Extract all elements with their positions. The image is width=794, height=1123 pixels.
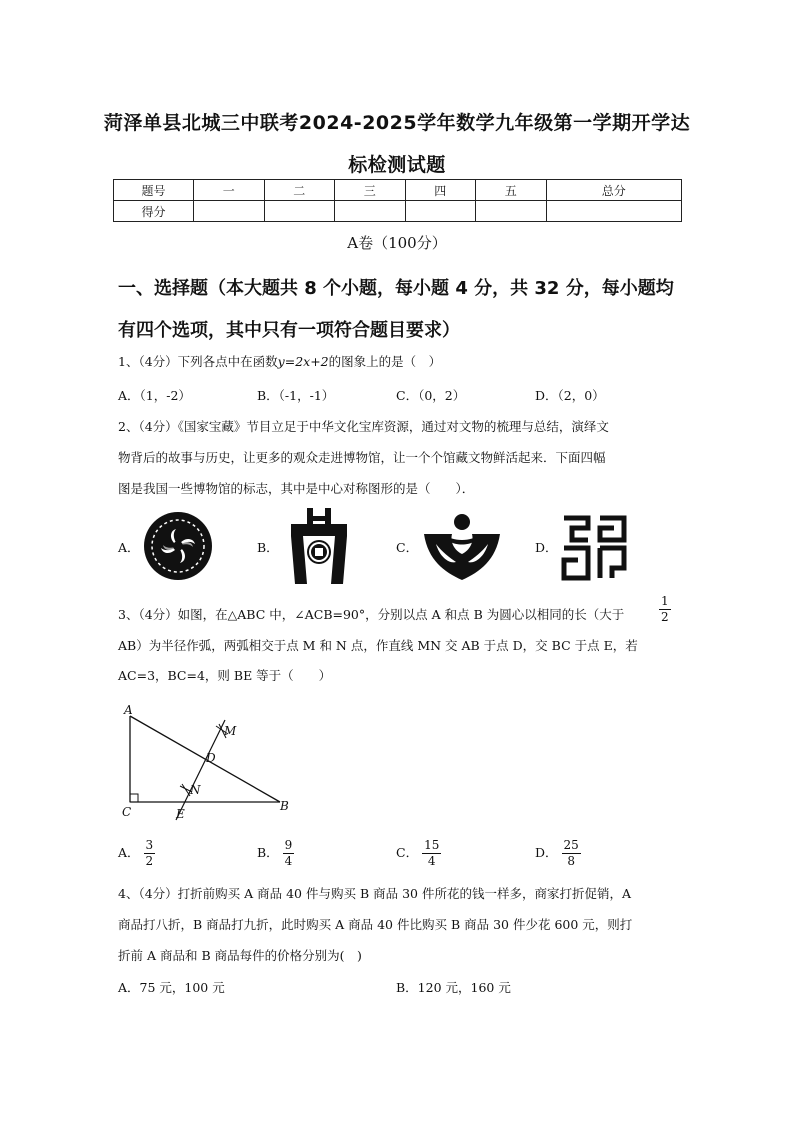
triangle-figure bbox=[118, 700, 298, 830]
label-b: B bbox=[280, 799, 289, 813]
ram-horn-logo bbox=[422, 512, 502, 582]
label-n: N bbox=[190, 783, 201, 797]
score-table-header-cell: 三 bbox=[335, 180, 406, 201]
question-4-line3: 折前 A 商品和 B 商品每件的价格分别为( ) bbox=[118, 948, 362, 963]
question-3-line1: 3、（4分）如图，在△ABC 中，∠ACB=90°，分别以点 A 和点 B 为圆心以相同的长（大于 bbox=[118, 607, 625, 622]
swirl-sun-logo bbox=[143, 511, 213, 581]
fraction: $\frac{15}{4}$ bbox=[424, 838, 440, 868]
half-numerator: 1 bbox=[661, 594, 669, 608]
question-1-function: y=2x+2 bbox=[277, 354, 329, 369]
question-1-option-d: D．（2，0） bbox=[535, 388, 605, 403]
question-2-line3: 图是我国一些博物馆的标志，其中是中心对称图形的是（ ）． bbox=[118, 481, 475, 496]
score-table-score-row bbox=[114, 201, 682, 222]
label-c: C bbox=[122, 805, 132, 819]
question-3-option-a: A． $\frac{3}{2}$ bbox=[118, 838, 154, 868]
part1-heading-line2: 有四个选项，其中只有一项符合题目要求） bbox=[118, 320, 460, 341]
document-title-line2: 标检测试题 bbox=[348, 154, 446, 176]
label-m: M bbox=[224, 724, 237, 738]
score-table-header-cell: 二 bbox=[264, 180, 335, 201]
question-3-option-c: C． $\frac{15}{4}$ bbox=[396, 838, 440, 868]
coin-gate-logo bbox=[283, 506, 355, 584]
score-table-header-cell: 题号 bbox=[114, 180, 194, 201]
question-4-option-a: A．75 元，100 元 bbox=[118, 980, 225, 995]
score-table-row-label: 得分 bbox=[114, 201, 194, 222]
question-3-line2: AB）为半径作弧，两弧相交于点 M 和 N 点，作直线 MN 交 AB 于点 D，交 BC 于点 E，若 bbox=[118, 638, 638, 653]
question-2-option-c-label: C． bbox=[396, 540, 419, 555]
score-table-header-cell: 五 bbox=[476, 180, 547, 201]
score-table-header-row bbox=[114, 180, 682, 201]
part1-heading-line1: 一、选择题（本大题共 8 个小题，每小题 4 分，共 32 分，每小题均 bbox=[118, 278, 674, 299]
label-d: D bbox=[206, 751, 216, 765]
question-1-option-b: B．（-1，-1） bbox=[257, 388, 335, 403]
question-1 bbox=[118, 352, 441, 372]
question-3-line3: AC=3，BC=4，则 BE 等于（ ） bbox=[118, 668, 332, 683]
section-a-heading: A卷（100分） bbox=[347, 234, 447, 252]
question-4-line1: 4、（4分）打折前购买 A 商品 40 件与购买 B 商品 30 件所花的钱一样多，商家打折促销，A bbox=[118, 886, 631, 901]
question-2-option-d-label: D． bbox=[535, 540, 558, 555]
fraction: $\frac{3}{2}$ bbox=[145, 838, 154, 868]
question-1-suffix: 的图象上的是（ ） bbox=[328, 354, 442, 369]
question-3-option-b: B． $\frac{9}{4}$ bbox=[257, 838, 293, 868]
fraction: $\frac{25}{8}$ bbox=[563, 838, 579, 868]
question-3-half-fraction bbox=[659, 594, 671, 625]
score-cell bbox=[546, 201, 682, 222]
question-1-option-c: C．（0，2） bbox=[396, 388, 466, 403]
label-e: E bbox=[176, 807, 185, 821]
score-cell bbox=[405, 201, 476, 222]
score-cell bbox=[476, 201, 547, 222]
document-title-line1: 菏泽单县北城三中联考2024-2025学年数学九年级第一学期开学达 bbox=[103, 112, 691, 134]
score-table-header-cell: 总分 bbox=[546, 180, 682, 201]
half-denominator: 2 bbox=[661, 610, 669, 624]
fraction: $\frac{9}{4}$ bbox=[284, 838, 293, 868]
score-table bbox=[113, 179, 682, 222]
question-1-prefix: 1、（4分）下列各点中在函数 bbox=[118, 354, 278, 369]
score-table-header-cell: 一 bbox=[194, 180, 265, 201]
question-2-option-b-label: B． bbox=[257, 540, 279, 555]
score-cell bbox=[335, 201, 406, 222]
question-4-line2: 商品打八折，B 商品打九折，此时购买 A 商品 40 件比购买 B 商品 30 件少花 600 元，则打 bbox=[118, 917, 633, 932]
maze-character-logo bbox=[560, 514, 628, 582]
question-4-option-b: B．120 元，160 元 bbox=[396, 980, 511, 995]
question-2-line1: 2、（4分）《国家宝藏》节目立足于中华文化宝库资源，通过对文物的梳理与总结，演绎文 bbox=[118, 419, 609, 434]
question-1-option-a: A．（1，-2） bbox=[118, 388, 191, 403]
question-2-line2: 物背后的故事与历史，让更多的观众走进博物馆，让一个个馆藏文物鲜活起来．下面四幅 bbox=[118, 450, 606, 465]
question-3-option-d: D． $\frac{25}{8}$ bbox=[535, 838, 579, 868]
question-2-option-a-label: A． bbox=[118, 540, 140, 555]
label-a: A bbox=[124, 703, 133, 717]
score-cell bbox=[194, 201, 265, 222]
score-cell bbox=[264, 201, 335, 222]
score-table-header-cell: 四 bbox=[405, 180, 476, 201]
